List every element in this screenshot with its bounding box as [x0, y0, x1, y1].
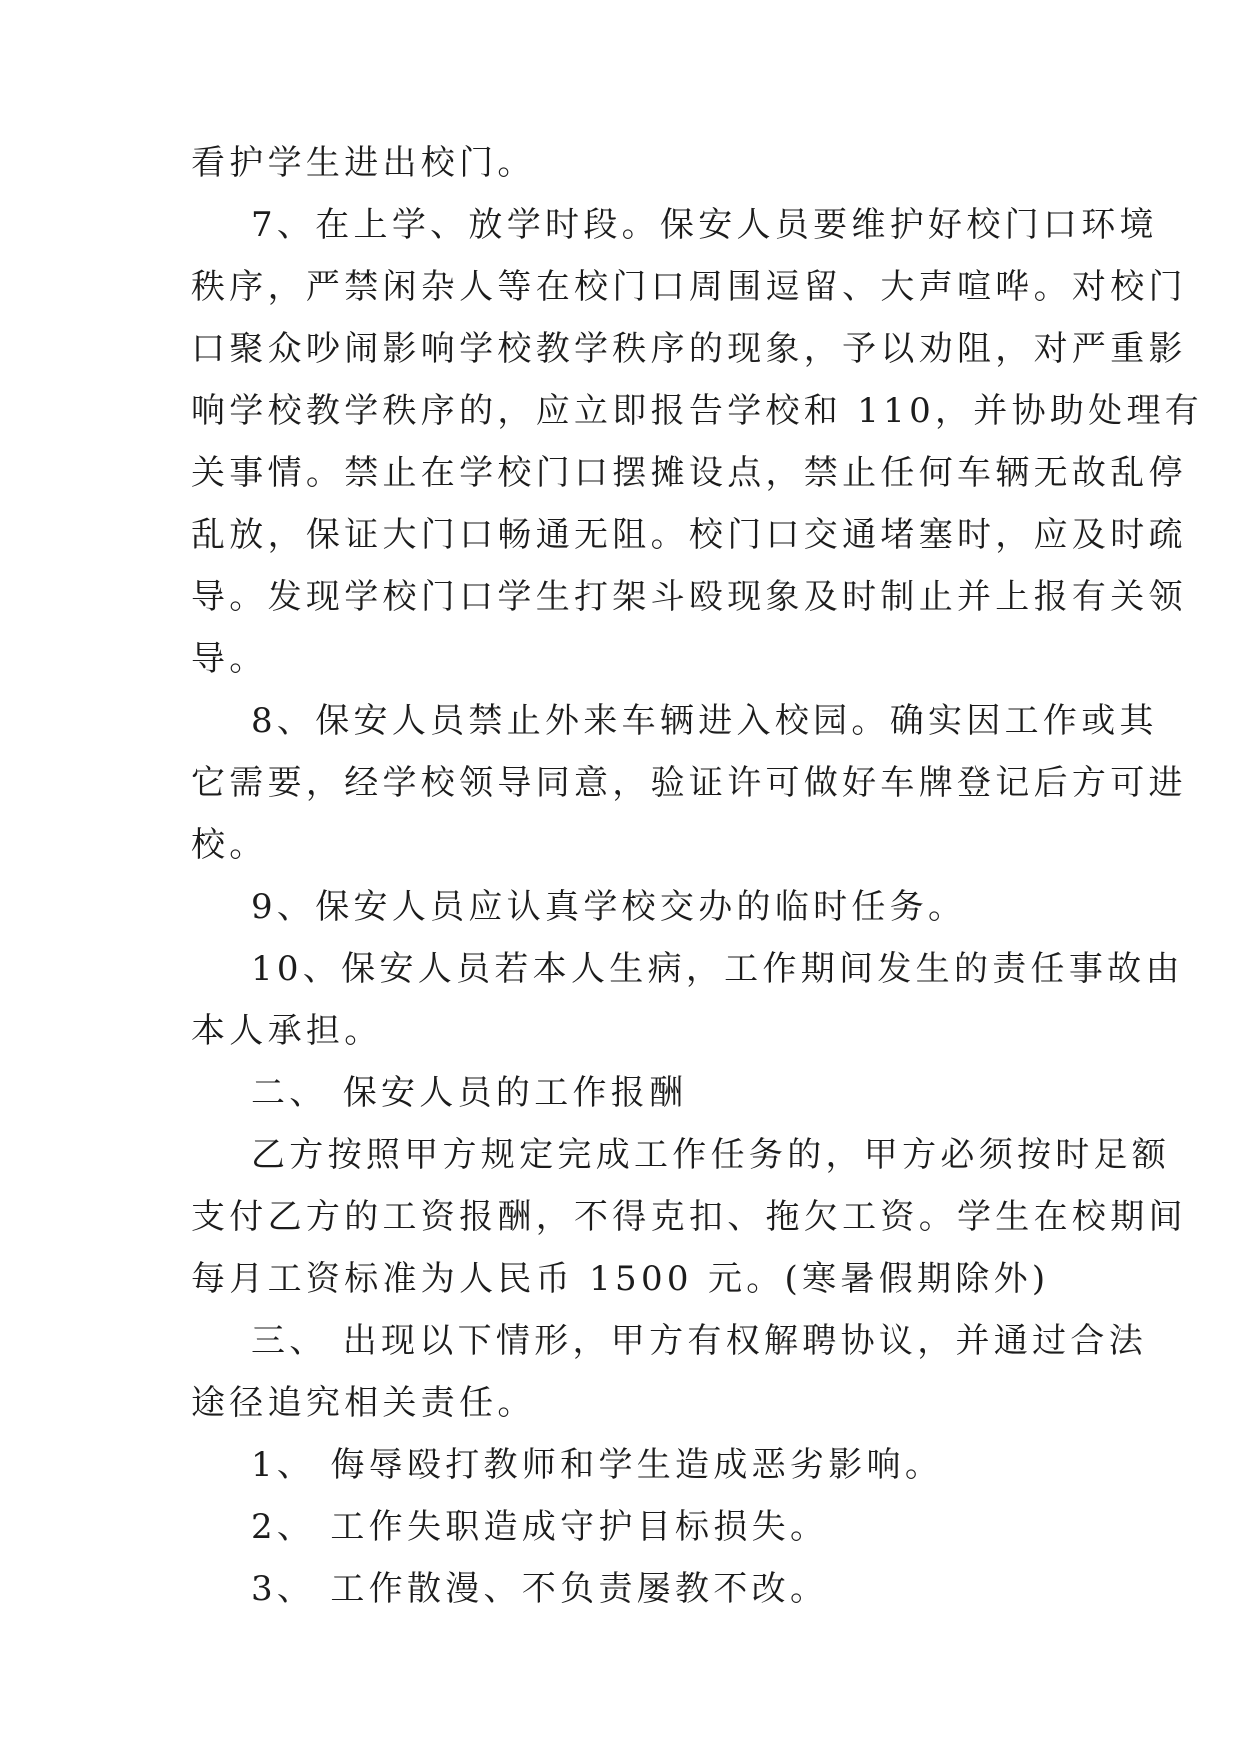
- paragraph-p8: [191, 690, 1187, 876]
- text-line: 导。: [191, 639, 268, 679]
- document-page: [191, 132, 1204, 1620]
- text-line: 它需要，经学校领导同意，验证许可做好车牌登记后方可进: [191, 763, 1187, 803]
- paragraph-i2: [191, 1496, 1051, 1558]
- text-line: 1、 侮辱殴打教师和学生造成恶劣影响。: [251, 1445, 944, 1485]
- text-line: 2、 工作失职造成守护目标损失。: [251, 1507, 829, 1547]
- text-line: 10、保安人员若本人生病，工作期间发生的责任事故由: [251, 949, 1184, 989]
- text-line: 关事情。禁止在学校门口摆摊设点，禁止任何车辆无故乱停: [191, 453, 1187, 493]
- paragraph-p-pay: [191, 1124, 1187, 1310]
- text-line: 二、 保安人员的工作报酬: [251, 1073, 688, 1113]
- text-line: 本人承担。: [191, 1011, 383, 1051]
- text-line: 乱放，保证大门口畅通无阻。校门口交通堵塞时，应及时疏: [191, 515, 1187, 555]
- paragraph-p10: [191, 938, 1184, 1062]
- paragraph-i1: [191, 1434, 1051, 1496]
- text-line: 乙方按照甲方规定完成工作任务的，甲方必须按时足额: [251, 1135, 1171, 1175]
- paragraph-h3: [191, 1310, 1148, 1434]
- text-line: 三、 出现以下情形，甲方有权解聘协议，并通过合法: [251, 1321, 1148, 1361]
- paragraph-p9: [191, 876, 1051, 938]
- text-line: 响学校教学秩序的，应立即报告学校和 110，并协助处理有: [191, 391, 1204, 431]
- paragraph-p7: [191, 194, 1204, 690]
- paragraph-p0: [191, 132, 1051, 194]
- text-line: 9、保安人员应认真学校交办的临时任务。: [251, 887, 967, 927]
- text-line: 看护学生进出校门。: [191, 143, 536, 183]
- paragraph-h2: [191, 1062, 1051, 1124]
- text-line: 途径追究相关责任。: [191, 1383, 536, 1423]
- text-line: 每月工资标准为人民币 1500 元。(寒暑假期除外): [191, 1259, 1050, 1299]
- text-line: 秩序，严禁闲杂人等在校门口周围逗留、大声喧哗。对校门: [191, 267, 1187, 307]
- text-line: 校。: [191, 825, 268, 865]
- text-line: 口聚众吵闹影响学校教学秩序的现象，予以劝阻，对严重影: [191, 329, 1187, 369]
- paragraph-i3: [191, 1558, 1051, 1620]
- document-body: [191, 132, 1204, 1620]
- text-line: 支付乙方的工资报酬，不得克扣、拖欠工资。学生在校期间: [191, 1197, 1187, 1237]
- text-line: 7、在上学、放学时段。保安人员要维护好校门口环境: [251, 205, 1158, 245]
- text-line: 导。发现学校门口学生打架斗殴现象及时制止并上报有关领: [191, 577, 1187, 617]
- text-line: 3、 工作散漫、不负责屡教不改。: [251, 1569, 829, 1609]
- text-line: 8、保安人员禁止外来车辆进入校园。确实因工作或其: [251, 701, 1158, 741]
